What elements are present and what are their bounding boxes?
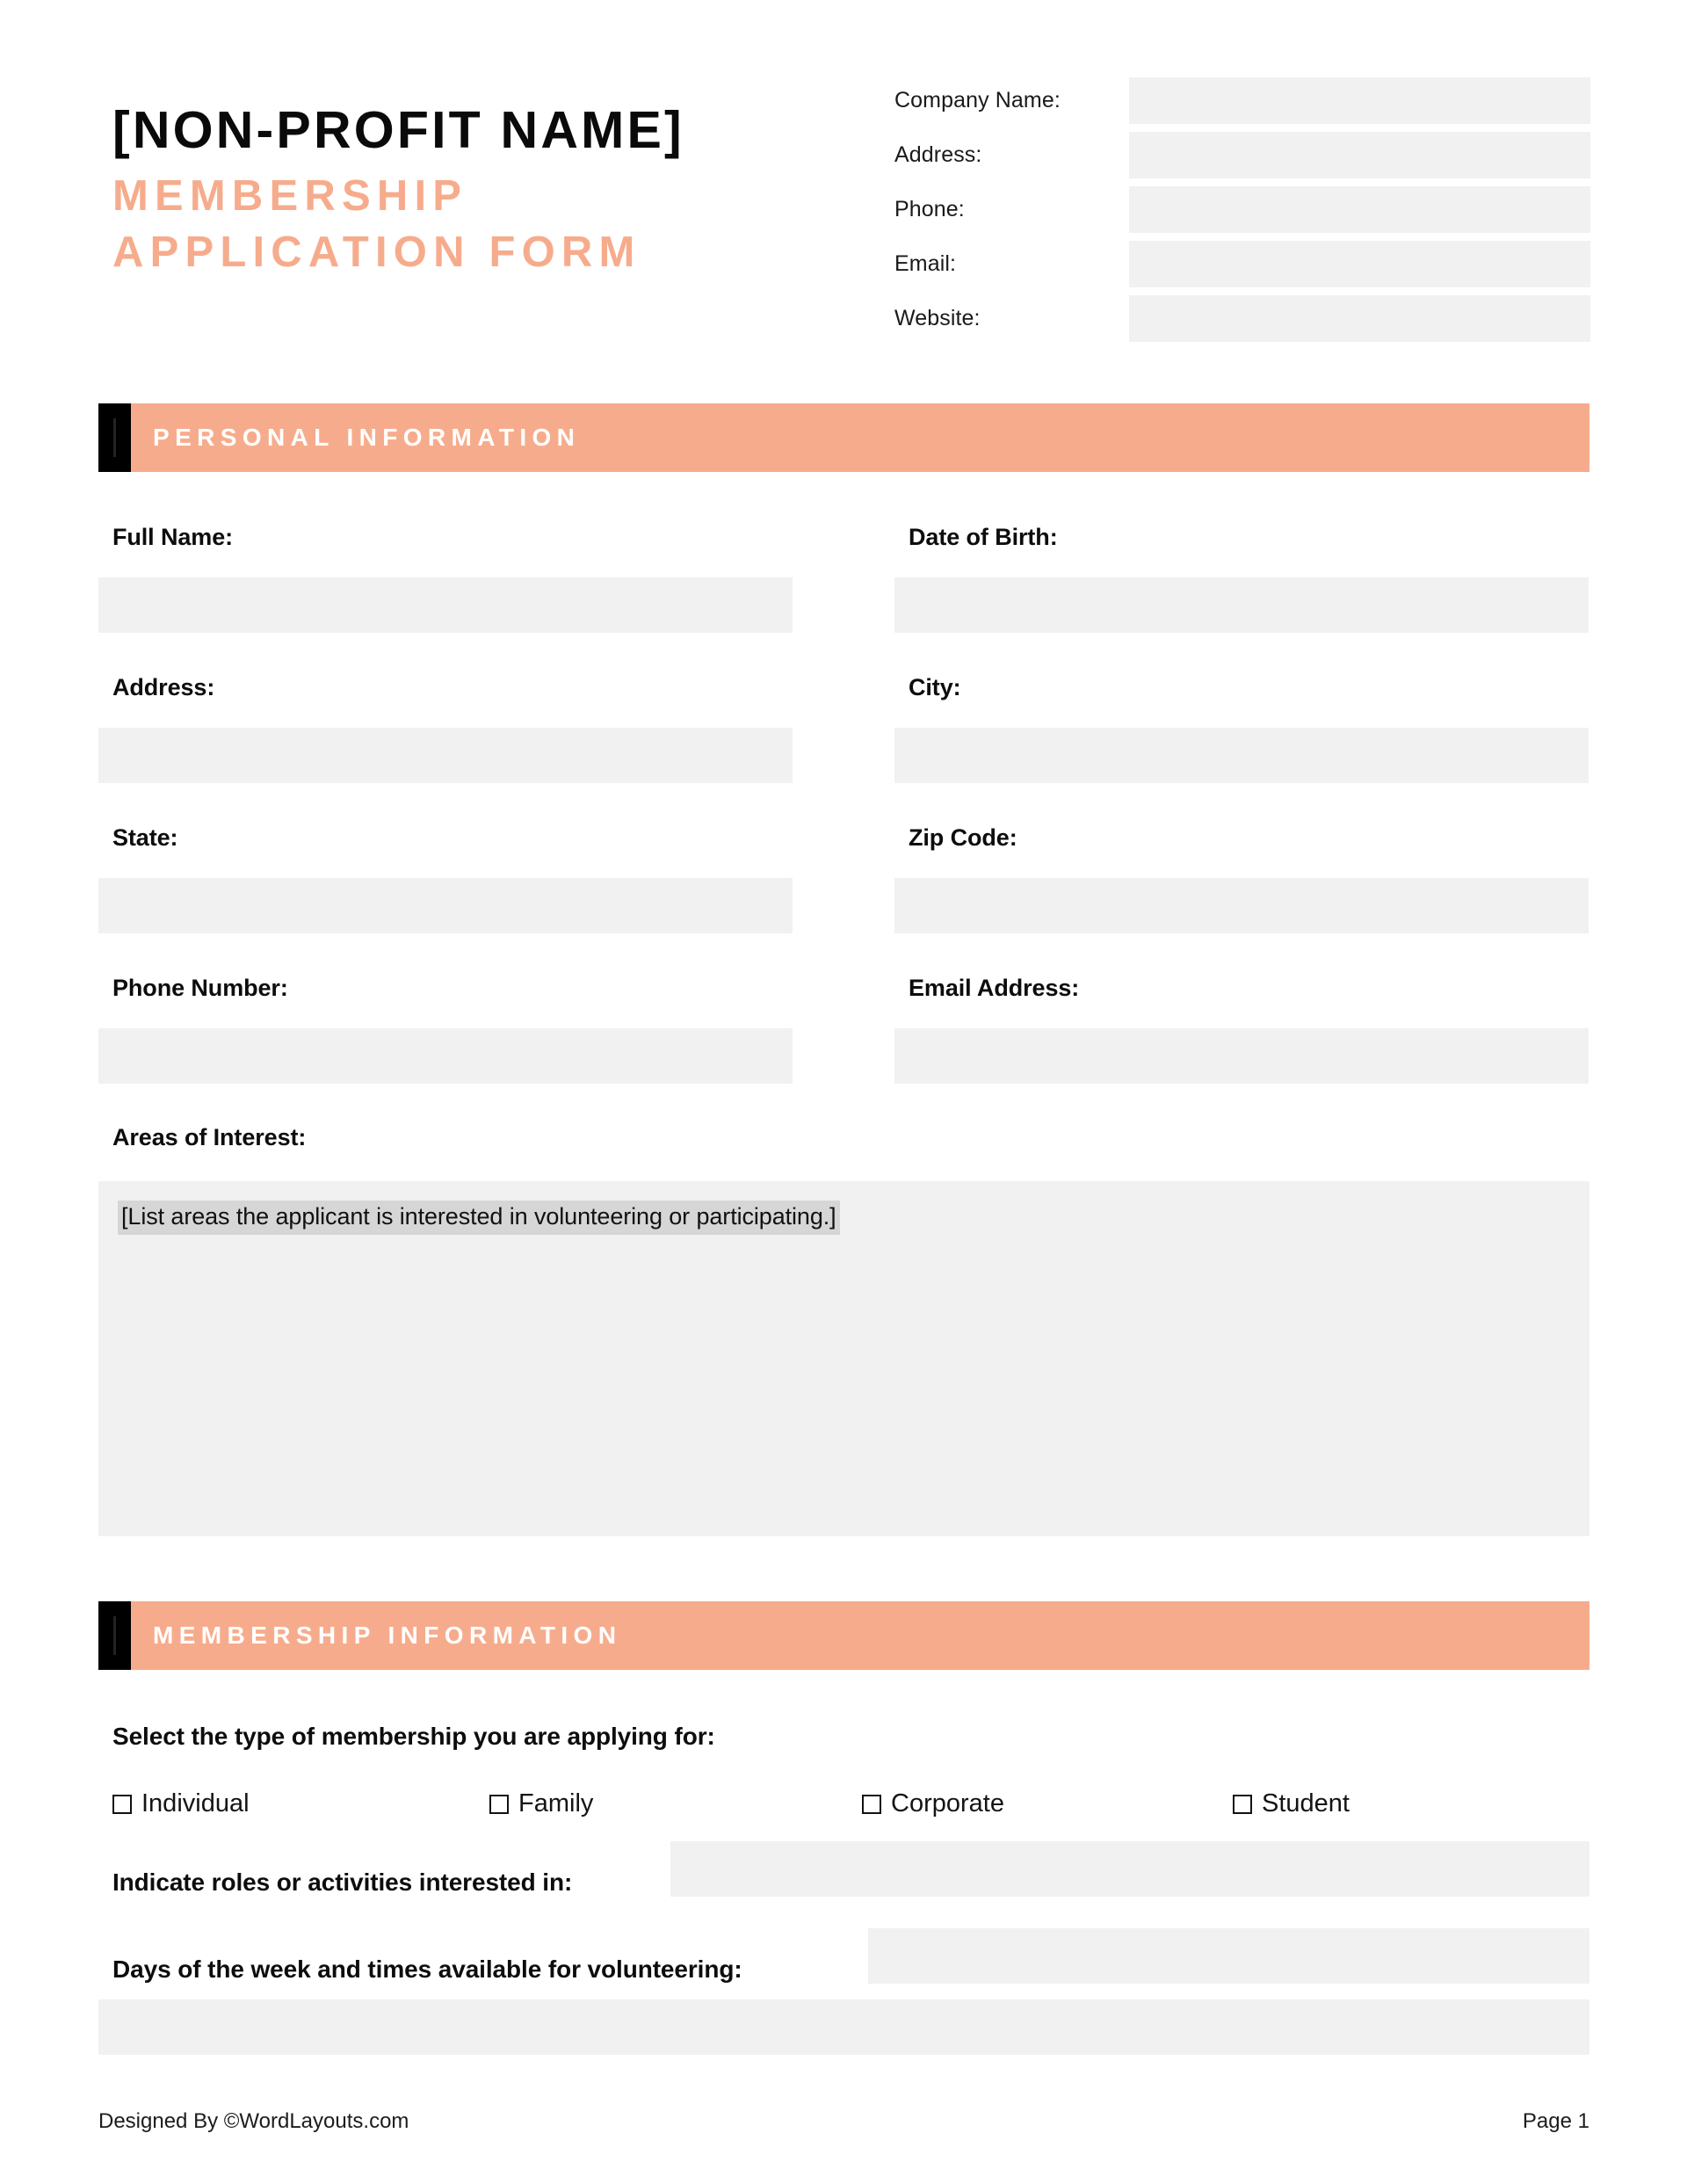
input-state[interactable] — [98, 878, 793, 933]
checkbox-label-corporate: Corporate — [891, 1789, 1004, 1818]
input-roles-or-activities[interactable] — [670, 1841, 1589, 1897]
section-tab-marker-icon — [98, 1601, 131, 1670]
checkbox-option-individual[interactable] — [112, 1791, 250, 1817]
label-address: Address: — [112, 674, 215, 700]
page-subtitle-line-1: MEMBERSHIP — [112, 172, 468, 221]
checkbox-option-student[interactable] — [1233, 1791, 1350, 1817]
label-full-name: Full Name: — [112, 524, 234, 550]
company-info-row — [894, 241, 1590, 288]
label-date-of-birth: Date of Birth: — [909, 524, 1058, 550]
footer-credit: Designed By ©WordLayouts.com — [98, 2109, 409, 2133]
section-header-personal-information — [98, 403, 1589, 472]
page-title: [NON-PROFIT NAME] — [112, 101, 684, 159]
membership-type-question: Select the type of membership you are applying for: — [112, 1723, 715, 1750]
checkbox-icon[interactable] — [112, 1795, 132, 1814]
input-date-of-birth[interactable] — [894, 577, 1589, 633]
input-city[interactable] — [894, 728, 1589, 783]
section-title-membership-information: MEMBERSHIP INFORMATION — [153, 1622, 622, 1649]
footer-page-number: Page 1 — [1522, 2109, 1589, 2133]
company-email-input[interactable] — [1129, 241, 1590, 287]
company-info-row — [894, 186, 1590, 234]
company-name-label: Company Name: — [894, 88, 1061, 113]
textarea-areas-of-interest[interactable] — [98, 1181, 1589, 1536]
form-header — [0, 0, 1687, 352]
label-city: City: — [909, 674, 961, 700]
label-roles-or-activities: Indicate roles or activities interested in: — [112, 1868, 573, 1896]
checkbox-icon[interactable] — [862, 1795, 881, 1814]
checkbox-option-family[interactable] — [489, 1791, 593, 1817]
checkbox-label-student: Student — [1262, 1789, 1350, 1818]
label-zip-code: Zip Code: — [909, 824, 1017, 851]
company-website-input[interactable] — [1129, 295, 1590, 342]
input-full-name[interactable] — [98, 577, 793, 633]
company-info-row — [894, 77, 1590, 125]
page-subtitle-line-2: APPLICATION FORM — [112, 229, 641, 277]
company-phone-input[interactable] — [1129, 186, 1590, 233]
label-phone-number: Phone Number: — [112, 975, 288, 1001]
label-availability: Days of the week and times available for volunteering: — [112, 1955, 742, 1983]
section-header-membership-information — [98, 1601, 1589, 1670]
company-phone-label: Phone: — [894, 197, 965, 222]
section-tab-marker-icon — [98, 403, 131, 472]
label-email-address: Email Address: — [909, 975, 1080, 1001]
checkbox-label-family: Family — [518, 1789, 594, 1818]
label-state: State: — [112, 824, 178, 851]
company-info-block — [894, 77, 1590, 350]
input-address[interactable] — [98, 728, 793, 783]
company-address-input[interactable] — [1129, 132, 1590, 178]
company-email-label: Email: — [894, 251, 957, 277]
company-info-row — [894, 132, 1590, 179]
section-title-personal-information: PERSONAL INFORMATION — [153, 424, 581, 451]
company-name-input[interactable] — [1129, 77, 1590, 124]
company-address-label: Address: — [894, 142, 982, 168]
input-phone-number[interactable] — [98, 1028, 793, 1084]
checkbox-icon[interactable] — [489, 1795, 509, 1814]
input-email-address[interactable] — [894, 1028, 1589, 1084]
company-info-row — [894, 295, 1590, 343]
areas-of-interest-placeholder: [List areas the applicant is interested in volunteering or participating.] — [118, 1201, 840, 1235]
title-block — [112, 101, 833, 279]
checkbox-label-individual: Individual — [141, 1789, 250, 1818]
company-website-label: Website: — [894, 306, 981, 331]
checkbox-icon[interactable] — [1233, 1795, 1252, 1814]
input-zip-code[interactable] — [894, 878, 1589, 933]
input-availability[interactable] — [868, 1928, 1589, 1984]
input-availability-overflow[interactable] — [98, 1999, 1589, 2055]
checkbox-option-corporate[interactable] — [862, 1791, 1004, 1817]
label-areas-of-interest: Areas of Interest: — [112, 1124, 307, 1150]
